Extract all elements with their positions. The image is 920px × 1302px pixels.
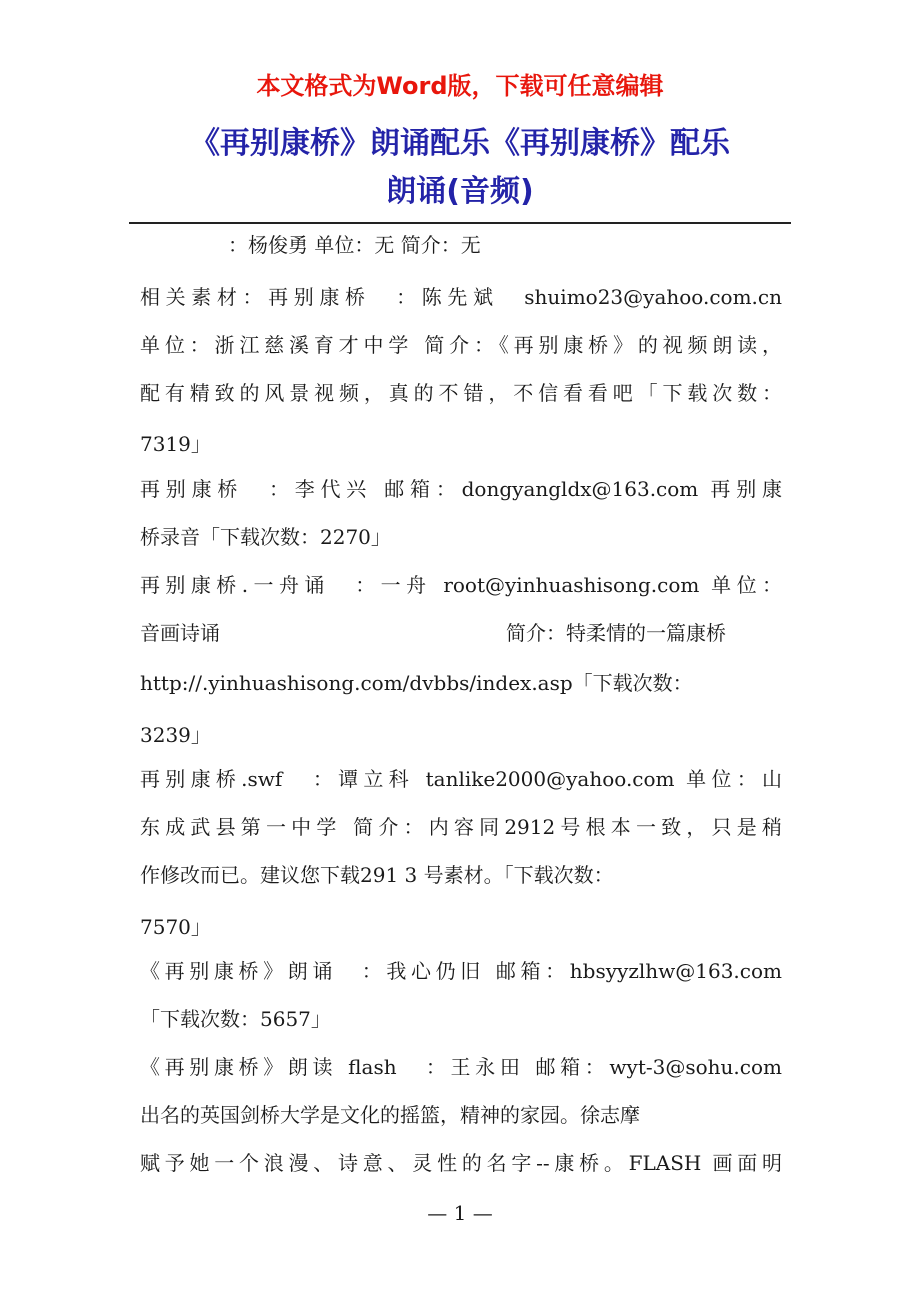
document-title bbox=[110, 120, 810, 216]
body-line: 作修改而已。建议您下载291 3 号素材。「下载次数： bbox=[140, 863, 614, 887]
body-line: http://.yinhuashisong.com/dvbbs/index.asp「下载次数： bbox=[140, 671, 693, 695]
body-line: 单位：浙江慈溪育才中学 简介：《再别康桥》的视频朗读， bbox=[140, 333, 782, 357]
body-line: 再别康桥 ：李代兴 邮箱：dongyangldx@163.com 再别康 bbox=[140, 477, 782, 501]
page-number: — 1 — bbox=[427, 1201, 493, 1225]
body-line: 出名的英国剑桥大学是文化的摇篮，精神的家园。徐志摩 bbox=[140, 1103, 640, 1127]
body-line: 音画诗诵 bbox=[140, 621, 220, 645]
body-line: 简介：特柔情的一篇康桥 bbox=[506, 621, 726, 645]
body-line: 东成武县第一中学 简介：内容同2912号根本一致，只是稍 bbox=[140, 815, 782, 839]
body-line: 再别康桥.一舟诵 ：一舟 root@yinhuashisong.com 单位： bbox=[140, 573, 782, 597]
body-line: 配有精致的风景视频，真的不错，不信看看吧「下载次数： bbox=[140, 381, 782, 405]
body-line: 7319」 bbox=[140, 432, 211, 456]
body-line: 7570」 bbox=[140, 915, 211, 939]
body-line: 《再别康桥》朗读 flash ：王永田 邮箱：wyt-3@sohu.com bbox=[140, 1055, 782, 1079]
body-line: 3239」 bbox=[140, 723, 211, 747]
body-line: 赋予她一个浪漫、诗意、灵性的名字--康桥。FLASH 画面明 bbox=[140, 1151, 782, 1175]
body-line: 桥录音「下载次数：2270」 bbox=[140, 525, 391, 549]
download-banner: 本文格式为Word版，下载可任意编辑 bbox=[256, 72, 664, 100]
title-line-2: 朗诵(音频) bbox=[386, 174, 534, 209]
title-divider bbox=[129, 222, 791, 224]
title-line-1: 《再别康桥》朗诵配乐《再别康桥》配乐 bbox=[190, 126, 730, 161]
body-line: ：杨俊勇 单位：无 简介：无 bbox=[228, 233, 481, 257]
body-line: 「下载次数：5657」 bbox=[140, 1007, 331, 1031]
body-line: 再别康桥.swf ：谭立科 tanlike2000@yahoo.com 单位：山 bbox=[140, 767, 782, 791]
body-line: 《再别康桥》朗诵 ：我心仍旧 邮箱：hbsyyzlhw@163.com bbox=[140, 959, 782, 983]
body-line: 相关素材：再别康桥 ：陈先斌 shuimo23@yahoo.com.cn bbox=[140, 285, 782, 309]
